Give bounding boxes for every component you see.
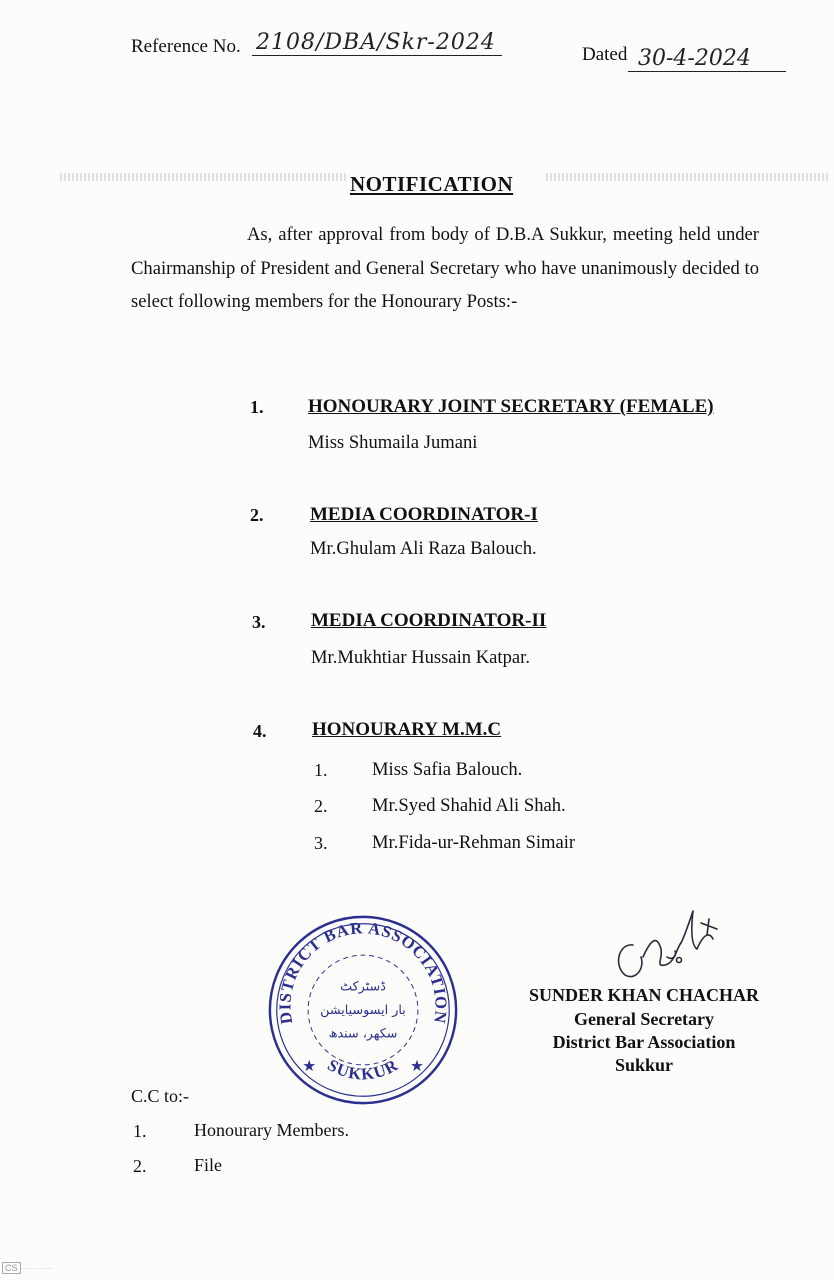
stamp-urdu-line: سکھر، سندھ — [328, 1026, 398, 1042]
stamp-bottom-text: SUKKUR — [324, 1055, 402, 1084]
post-member: Mr.Ghulam Ali Raza Balouch. — [310, 538, 537, 559]
dated-label: Dated — [582, 44, 628, 65]
stamp-urdu-line: ڈسٹرکٹ — [340, 979, 386, 995]
post-number: 3. — [252, 612, 266, 632]
stamp-star-icon: ★ — [410, 1057, 425, 1075]
reference-number: 2108/DBA/Skr-2024 — [252, 30, 502, 56]
scan-noise-right — [546, 173, 830, 181]
signatory-organization: District Bar Association — [552, 1032, 736, 1052]
member-name: Mr.Fida-ur-Rehman Simair — [372, 832, 576, 853]
member-number: 3. — [314, 833, 328, 853]
notification-title: NOTIFICATION — [350, 172, 514, 196]
handwritten-signature — [605, 905, 735, 990]
stamp-top-text: DISTRICT BAR ASSOCIATION — [275, 918, 451, 1026]
signatory-designation: General Secretary — [573, 1009, 715, 1029]
scan-noise-left — [60, 173, 346, 181]
post-number: 1. — [250, 397, 264, 417]
stamp-star-icon: ★ — [302, 1057, 317, 1075]
post-title: HONOURARY JOINT SECRETARY (FEMALE) — [308, 396, 714, 417]
signatory-name: SUNDER KHAN CHACHAR — [528, 985, 759, 1005]
cc-label: C.C to:- — [131, 1086, 190, 1106]
member-number: 1. — [314, 760, 328, 780]
cc-item-text: Honourary Members. — [194, 1120, 349, 1140]
member-name: Mr.Syed Shahid Ali Shah. — [372, 795, 566, 816]
post-number: 4. — [253, 721, 267, 741]
post-member: Mr.Mukhtiar Hussain Katpar. — [311, 647, 530, 668]
reference-label: Reference No. — [131, 36, 241, 57]
post-title: HONOURARY M.M.C — [312, 719, 502, 740]
scanner-watermark-text: ........................ — [20, 1265, 54, 1271]
stamp-urdu-line: بار ایسوسیایشن — [320, 1002, 406, 1018]
post-number: 2. — [250, 505, 264, 525]
post-title: MEDIA COORDINATOR-I — [310, 504, 538, 525]
post-title: MEDIA COORDINATOR-II — [311, 610, 547, 631]
member-number: 2. — [314, 796, 328, 816]
association-stamp — [265, 912, 461, 1108]
member-name: Miss Safia Balouch. — [372, 759, 523, 780]
cc-item-number: 2. — [133, 1156, 147, 1176]
signatory-city: Sukkur — [614, 1055, 674, 1075]
cc-item-text: File — [194, 1155, 223, 1175]
post-member: Miss Shumaila Jumani — [308, 432, 478, 453]
intro-paragraph: As, after approval from body of D.B.A Sukkur, meeting held under Chairmanship of President and General Secretary who have unanimously decided to select following members for the Honourary Posts:- — [131, 224, 759, 313]
scanner-logo: CS — [2, 1262, 21, 1274]
cc-item-number: 1. — [133, 1121, 147, 1141]
dated-value: 30-4-2024 — [628, 46, 786, 72]
